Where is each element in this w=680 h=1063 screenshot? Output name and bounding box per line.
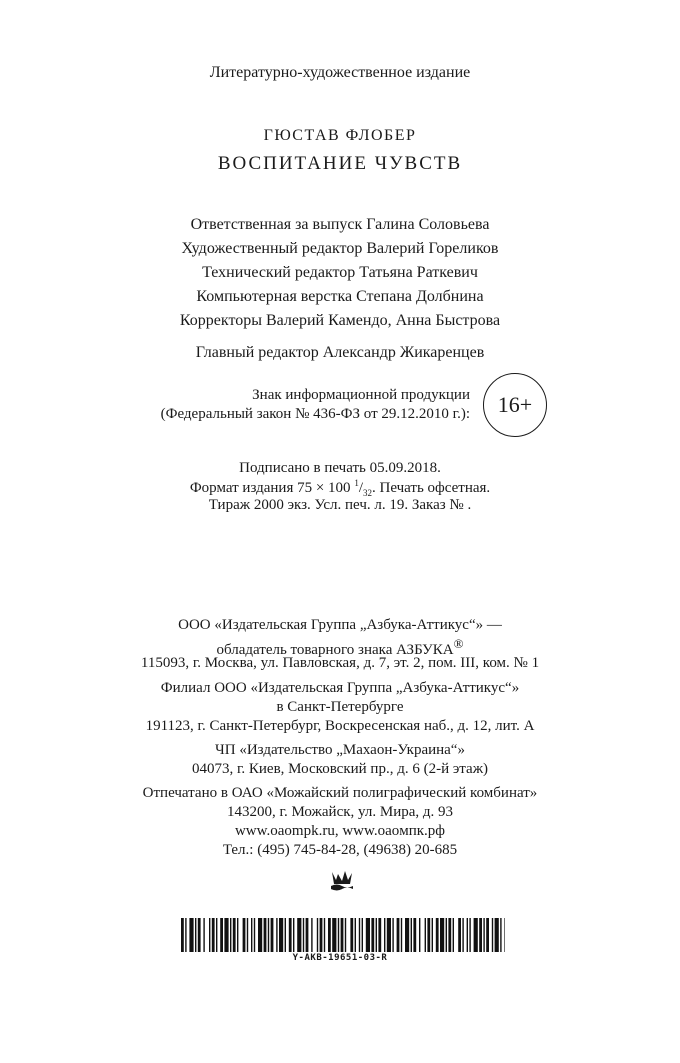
format-separator: /	[358, 480, 363, 496]
credit-line: Художественный редактор Валерий Гореликов	[181, 240, 499, 257]
book-title: ВОСПИТАНИЕ ЧУВСТВ	[217, 153, 463, 174]
crown-wave-logo-icon	[329, 868, 355, 892]
branch-address: 191123, г. Санкт-Петербург, Воскресенская наб., д. 12, лит. А	[145, 718, 535, 734]
signed-date: Подписано в печать 05.09.2018.	[239, 460, 441, 476]
format-line	[0, 478, 680, 498]
publisher-address: 115093, г. Москва, ул. Павловская, д. 7, эт. 2, пом. III, ком. № 1	[140, 655, 540, 671]
branch-line1: Филиал ООО «Издательская Группа „Азбука-Аттикус“»	[160, 680, 520, 696]
branch-line2: в Санкт-Петербурге	[276, 699, 404, 715]
publisher-line1: ООО «Издательская Группа „Азбука-Аттикус“» —	[178, 617, 502, 633]
format-suffix: . Печать офсетная.	[371, 480, 491, 496]
print-run: Тираж 2000 экз. Усл. печ. л. 19. Заказ № .	[208, 497, 472, 513]
credit-line: Технический редактор Татьяна Раткевич	[202, 264, 478, 281]
format-prefix: Формат издания 75 × 100	[189, 480, 355, 496]
printer-line1: Отпечатано в ОАО «Можайский полиграфический комбинат»	[142, 785, 538, 801]
printer-address: 143200, г. Можайск, ул. Мира, д. 93	[226, 804, 454, 820]
edition-type: Литературно-художественное издание	[209, 64, 471, 81]
ukraine-address: 04073, г. Киев, Московский пр., д. 6 (2-й этаж)	[191, 761, 489, 777]
credit-line: Корректоры Валерий Камендо, Анна Быстрова	[179, 312, 501, 329]
age-rating-badge: 16+	[483, 373, 547, 437]
credit-line: Компьютерная верстка Степана Долбнина	[196, 288, 484, 305]
format-numerator: 1	[354, 478, 359, 488]
publisher-trademark-text: обладатель товарного знака АЗБУКА	[216, 642, 454, 658]
ukraine-line1: ЧП «Издательство „Махаон-Украина“»	[215, 742, 465, 758]
chief-editor: Главный редактор Александр Жикаренцев	[195, 344, 485, 361]
barcode	[181, 918, 505, 952]
credit-line: Ответственная за выпуск Галина Соловьева	[190, 216, 490, 233]
format-denominator: 32	[362, 488, 372, 498]
author-name: ГЮСТАВ ФЛОБЕР	[263, 127, 417, 144]
printer-websites: www.oaompk.ru, www.oaoмпк.рф	[234, 823, 446, 839]
info-sign-line2: (Федеральный закон № 436-ФЗ от 29.12.2010 г.):	[160, 406, 470, 422]
info-sign-line1: Знак информационной продукции	[252, 387, 470, 403]
registered-mark: ®	[453, 636, 464, 651]
barcode-caption: Y-AKB-19651-03-R	[292, 953, 388, 963]
printer-phones: Тел.: (495) 745-84-28, (49638) 20-685	[222, 842, 458, 858]
